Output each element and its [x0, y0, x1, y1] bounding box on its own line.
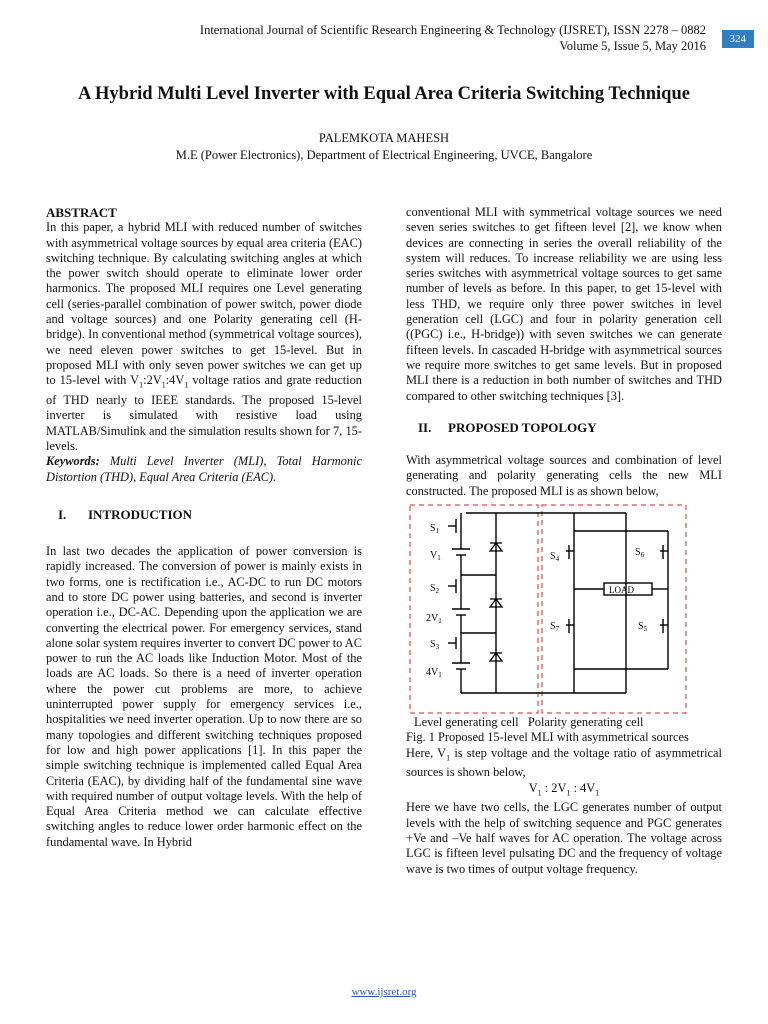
author-name: PALEMKOTA MAHESH: [318, 131, 450, 145]
introduction-text: In last two decades the application of power conversion is rapidly increased. The conversion of power is mainly exists in two forms, one is rectification i.e., AC-DC to run DC motors and to store DC power using batteries, and second is inverter operation i.e., DC-AC. Depending upon the application we are converting the electrical power. For emergency services, stand alone solar system requires inverter to convert DC power to AC power to run the AC loads like Induction Motor. Most of the loads are AC loads. So there is a need of inverter operation where the power cut problems are more, to achieve uninterrupted power supply for emergency services i.e., hospitalities we need inverter operation. Up to now there are so many topologies and different switching techniques proposed for low and high power applications [1]. In this paper the simple switching technique is implemented called Equal Area Criteria (EAC), by dividing half of the fundamental sine wave with required number of output voltage levels. With the help of Equal Area Criteria method we can calculate effective switching angles to reduce lower order harmonic effect on the fundamental wave. In Hybrid: [46, 544, 362, 849]
section-heading-introduction: I. INTRODUCTION: [58, 506, 193, 522]
abstract-heading: ABSTRACT: [46, 205, 117, 220]
section-heading-proposed-topology: II. PROPOSED TOPOLOGY: [418, 419, 597, 435]
intro-continued-text: conventional MLI with symmetrical voltage sources we need seven series switches to get fifteen level [2], we know when devices are connecting in series the overall reliability of the system will reduces. To increase reliability we are using less series switches with asymmetrical voltage sources to get same number of levels as before. In this paper, to get 15-level with less THD, we require only three power switches in level generation cell (LGC) and four in polarity generation cell ((PGC) i.e., H-bridge)) with seven switches we can generate fifteen levels. In cascaded H-bridge with asymmetrical sources we require more switches to get same levels. But in proposed MLI there is a reduction in both number of switches and THD compared to other switching techniques [3].: [406, 205, 722, 403]
label-s6: $S_6$: [635, 547, 645, 560]
abstract-text: In this paper, a hybrid MLI with reduced number of switches with asymmetrical voltage sources by equal area criteria (EAC) switching technique. By calculating switching angles at which the power switch should operate to eliminate lower order harmonics. The proposed MLI requires one Level generating cell (series-parallel combination of power switch, power diode and voltage sources) and one Polarity generating cell (H-bridge). In conventional method (symmetrical voltage sources), we need eleven power switches to get 15-level. But in proposed MLI with only seven power switches we can get up to 15-level with $V_1:2V_1:4V_1$ voltage ratios and grate reduction of THD nearly to IEEE standards. The proposed 15-level inverter is simulated with resistive load using MATLAB/Simulink and the simulation results shown for 7, 15-levels.: [46, 220, 363, 453]
keywords-label: Keywords:: [46, 454, 100, 469]
label-s1: $S_1$: [430, 523, 440, 536]
label-s4: $S_4$: [550, 551, 560, 564]
page-number-badge: 324: [722, 30, 755, 48]
circuit-figure: [406, 503, 706, 715]
label-v3: $4V_1$: [426, 667, 442, 680]
footer-link[interactable]: www.ijsret.org: [351, 986, 417, 998]
journal-volume: Volume 5, Issue 5, May 2016: [559, 39, 706, 53]
journal-name: International Journal of Scientific Research Engineering & Technology (IJSRET), ISSN 2278 – 0882: [199, 23, 706, 37]
pgc-boundary: [542, 505, 686, 713]
circuit-diagram: [406, 503, 706, 715]
cell-right-label: Polarity generating cell: [527, 715, 644, 730]
step-voltage-text: Here, $V_1$ is step voltage and the voltage ratio of asymmetrical sources is shown below,: [406, 745, 722, 780]
lgc-boundary: [410, 505, 538, 713]
label-load: LOAD: [609, 585, 634, 596]
label-v2: $2V_1$: [426, 613, 442, 626]
label-s5: $S_5$: [638, 621, 648, 634]
cells-description: Here we have two cells, the LGC generates number of output levels with the help of switching sequence and PGC generates +Ve and –Ve half waves for AC operation. The voltage across LGC is fifteen level pulsating DC and the frequency of voltage wave is two times of output voltage frequency.: [406, 800, 722, 876]
label-v1: $V_1$: [430, 550, 441, 563]
voltage-ratio: $V_1$ : $2V_1$ : $4V_1$: [528, 780, 600, 798]
paper-title: A Hybrid Multi Level Inverter with Equal Area Criteria Switching Technique: [78, 84, 690, 104]
topology-text: With asymmetrical voltage sources and combination of level generating and polarity generating cells the new MLI constructed. The proposed MLI is as shown below,: [406, 453, 722, 498]
figure-caption: Fig. 1 Proposed 15-level MLI with asymmetrical sources: [406, 730, 689, 745]
right-column: [406, 205, 722, 877]
label-s7: $S_7$: [550, 621, 560, 634]
label-s2: $S_2$: [430, 583, 440, 596]
cell-labels: [406, 715, 722, 730]
author-block: [0, 130, 768, 164]
left-column: [46, 205, 362, 850]
cell-left-label: Level generating cell: [414, 715, 519, 730]
author-affiliation: M.E (Power Electronics), Department of Electrical Engineering, UVCE, Bangalore: [175, 148, 593, 162]
keywords: Keywords: Multi Level Inverter (MLI), Total Harmonic Distortion (THD), Equal Area Criteria (EAC).: [46, 454, 362, 484]
label-s3: $S_3$: [430, 639, 440, 652]
journal-header: [200, 22, 706, 54]
